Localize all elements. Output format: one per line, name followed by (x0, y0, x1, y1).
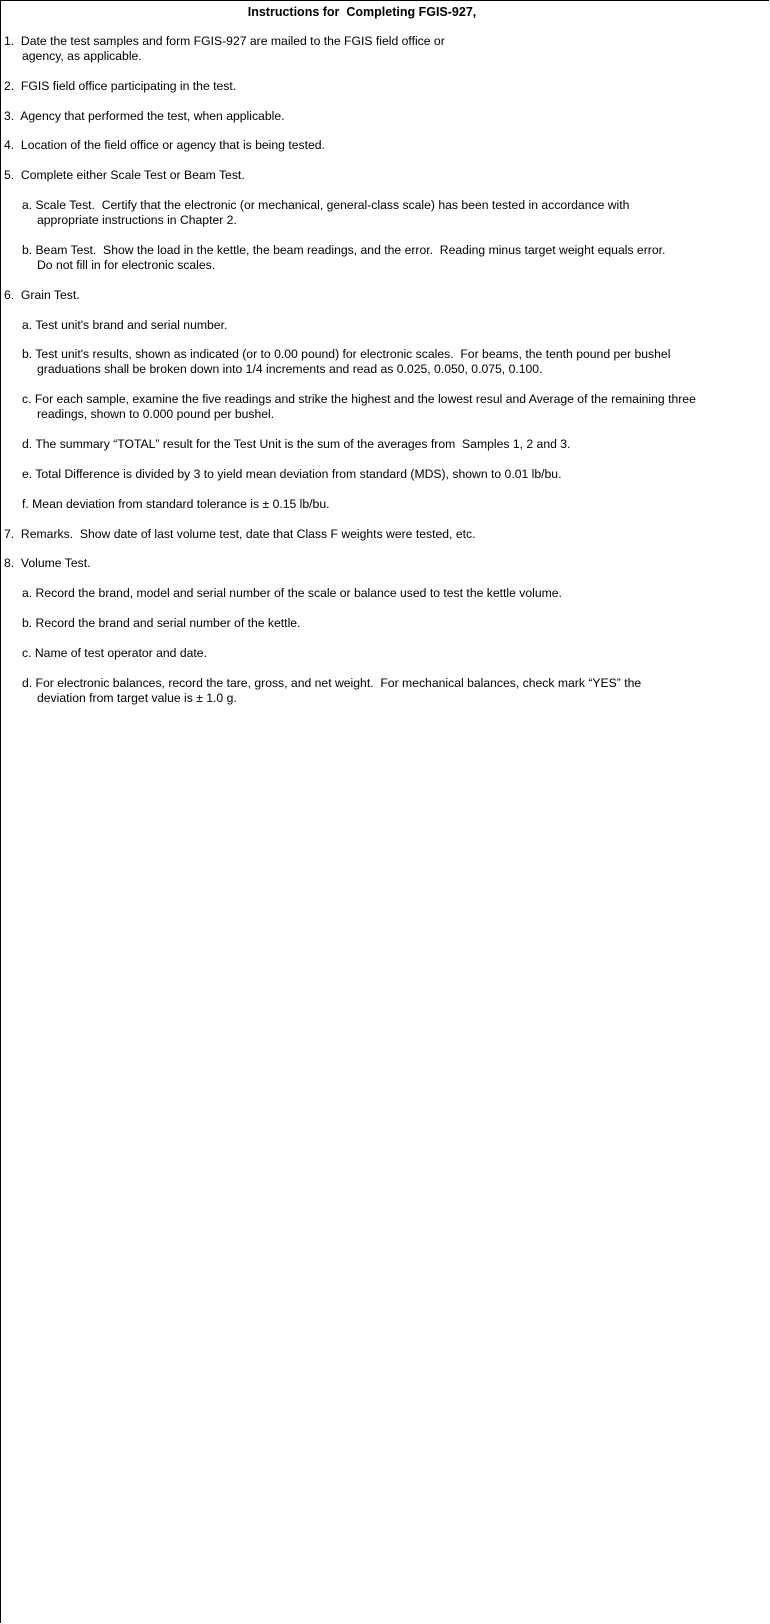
item-5b-line-1: b. Beam Test. Show the load in the kettle, the beam readings, and the error. Reading minus target weight equals error. (22, 243, 666, 257)
item-1-line-2: agency, as applicable. (22, 49, 142, 63)
item-8d-line-1: d. For electronic balances, record the tare, gross, and net weight. For mechanical balances, check mark “YES” the (22, 676, 642, 690)
item-6e: e. Total Difference is divided by 3 to yield mean deviation from standard (MDS), shown to 0.01 lb/bu. (22, 467, 562, 481)
item-6b-line-2: graduations shall be broken down into 1/4 increments and read as 0.025, 0.050, 0.075, 0.100. (37, 362, 543, 376)
item-6c-line-2: readings, shown to 0.000 pound per bushel. (37, 407, 275, 421)
item-7: 7. Remarks. Show date of last volume test, date that Class F weights were tested, etc. (4, 527, 476, 541)
item-6f: f. Mean deviation from standard tolerance is ± 0.15 lb/bu. (22, 497, 330, 511)
item-5a-line-2: appropriate instructions in Chapter 2. (37, 213, 237, 227)
item-8a: a. Record the brand, model and serial number of the scale or balance used to test the kettle volume. (22, 586, 562, 600)
item-1-line-1: 1. Date the test samples and form FGIS-927 are mailed to the FGIS field office or (4, 34, 445, 48)
item-4: 4. Location of the field office or agency that is being tested. (4, 138, 325, 152)
item-6d: d. The summary “TOTAL” result for the Test Unit is the sum of the averages from Samples 1, 2 and 3. (22, 437, 571, 451)
item-8d-line-2: deviation from target value is ± 1.0 g. (37, 691, 237, 705)
item-8b: b. Record the brand and serial number of the kettle. (22, 616, 301, 630)
item-6: 6. Grain Test. (4, 288, 80, 302)
item-6a: a. Test unit's brand and serial number. (22, 318, 228, 332)
item-6b-line-1: b. Test unit's results, shown as indicated (or to 0.00 pound) for electronic scales. For beams, the tenth pound per bushel (22, 347, 671, 361)
item-6c-line-1: c. For each sample, examine the five readings and strike the highest and the lowest resul and Average of the remaining three (22, 392, 696, 406)
item-5a-line-1: a. Scale Test. Certify that the electronic (or mechanical, general-class scale) has been tested in accordance with (22, 198, 630, 212)
item-8c: c. Name of test operator and date. (22, 646, 207, 660)
item-8: 8. Volume Test. (4, 556, 91, 570)
document-title: Instructions for Completing FGIS-927, (247, 5, 477, 19)
item-2: 2. FGIS field office participating in the test. (4, 79, 237, 93)
item-5: 5. Complete either Scale Test or Beam Test. (4, 168, 245, 182)
item-5b-line-2: Do not fill in for electronic scales. (37, 258, 216, 272)
item-3: 3. Agency that performed the test, when applicable. (4, 109, 285, 123)
